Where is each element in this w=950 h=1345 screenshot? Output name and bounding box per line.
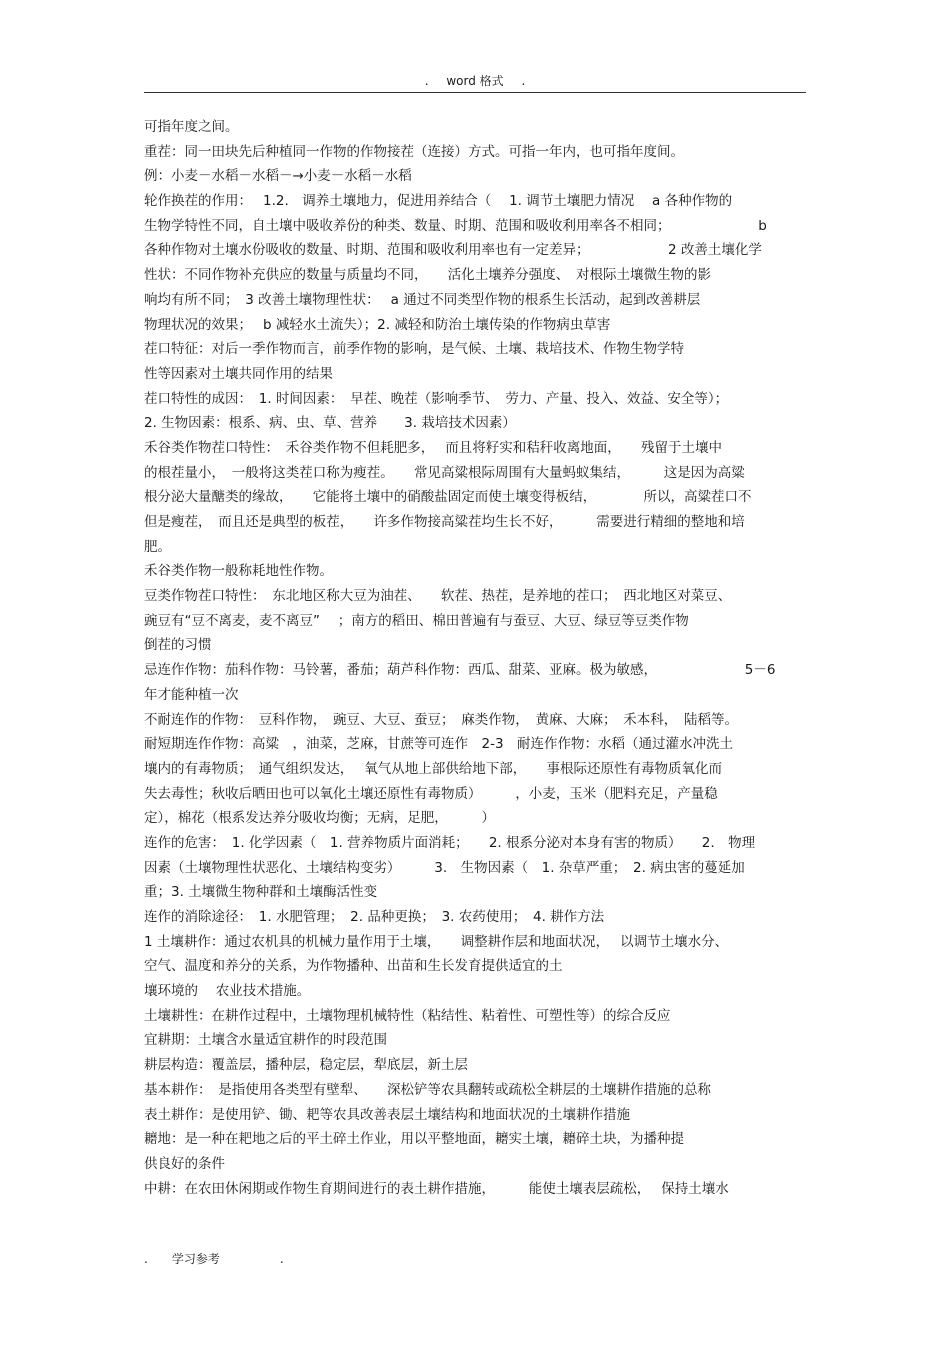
text-line: 响均有所不同； 3 改善土壤物理性状： a 通过不同类型作物的根系生长活动，起到改善耕层 (144, 291, 701, 308)
text-line: 轮作换茬的作用： 1.2. 调养土壤地力，促进用养结合（ 1. 调节土壤肥力情况 a 各种作物的 (144, 193, 733, 210)
header-title: word 格式 (446, 74, 504, 88)
text-line: 肥。 (144, 538, 171, 555)
text-line: 豆类作物茬口特性： 东北地区称大豆为油茬、 软茬、热茬，是养地的茬口； 西北地区对菜豆、 (144, 588, 732, 605)
text-line: 可指年度之间。 (144, 119, 239, 135)
text-line: 禾谷类作物茬口特性： 禾谷类作物不但耗肥多， 而且将籽实和秸秆收离地面， 残留于土壤中 (144, 439, 723, 456)
text-line: 宜耕期：土壤含水量适宜耕作的时段范围 (144, 1032, 387, 1049)
text-line: 因素（土壤物理性状恶化、土壤结构变劣） 3. 生物因素（ 1. 杂草严重； 2. 病虫害的蔓延加 (144, 859, 745, 876)
text-line: 例：小麦－水稻－水稻－→小麦－水稻－水稻 (144, 168, 412, 185)
text-line: 表土耕作：是使用铲、锄、耙等农具改善表层土壤结构和地面状况的土壤耕作措施 (144, 1106, 630, 1123)
text-line: 2. 生物因素：根系、病、虫、草、营养 3. 栽培技术因素） (144, 415, 516, 432)
text-line: 物理状况的效果； b 减轻水土流失）；2. 减轻和防治土壤传染的作物病虫草害 (144, 316, 611, 333)
text-line: 中耕：在农田休闲期或作物生育期间进行的表土耕作措施， 能使土壤表层疏松， 保持土壤水 (144, 1180, 729, 1197)
text-line: 不耐连作的作物： 豆科作物， 豌豆、大豆、蚕豆； 麻类作物， 黄麻、大麻； 禾本科， 陆稻等。 (144, 711, 738, 728)
text-line: 定），棉花（根系发达养分吸收均衡；无病，足肥， ） (144, 810, 495, 827)
text-line: 重；3. 土壤微生物种群和土壤酶活性变 (144, 884, 378, 901)
text-line: 性状：不同作物补充供应的数量与质量均不同， 活化土壤养分强度、 对根际土壤微生物的影 (144, 267, 711, 284)
text-line: 性等因素对土壤共同作用的结果 (144, 365, 333, 382)
header-left-dot: . (424, 74, 429, 88)
text-line: 1 土壤耕作：通过农机具的机械力量作用于土壤， 调整耕作层和地面状况， 以调节土壤水分、 (144, 933, 729, 950)
page-footer: . 学习参考 . (144, 1252, 284, 1266)
text-line: 耱地：是一种在耙地之后的平土碎土作业，用以平整地面，耱实土壤，耱碎土块，为播种提 (144, 1131, 684, 1148)
text-line: 耐短期连作作物：高粱 ，油菜，芝麻，甘蔗等可连作 2-3 耐连作作物：水稻（通过灌水冲洗土 (144, 736, 734, 753)
text-line: 各种作物对土壤水份吸收的数量、时期、范围和吸收利用率也有一定差异； 2 改善土壤化学 (144, 242, 762, 259)
text-line: 供良好的条件 (144, 1155, 225, 1172)
text-line: 连作的危害： 1. 化学因素（ 1. 营养物质片面消耗； 2. 根系分泌对本身有害的物质） 2. 物理 (144, 834, 756, 851)
text-line: 年才能种植一次 (144, 686, 239, 703)
text-line: 失去毒性；秋收后晒田也可以氧化土壤还原性有毒物质） ，小麦，玉米（肥料充足，产量稳 (144, 785, 718, 802)
text-line: 壤内的有毒物质； 通气组织发达， 氧气从地上部供给地下部， 事根际还原性有毒物质氧化而 (144, 760, 723, 777)
text-line: 生物学特性不同，自土壤中吸收养份的种类、数量、时期、范围和吸收利用率各不相同； b (144, 217, 767, 234)
document-body (144, 115, 808, 1201)
text-line: 壤环境的 农业技术措施。 (144, 983, 311, 1000)
text-line: 倒茬的习惯 (144, 637, 212, 654)
text-line: 茬口特征：对后一季作物而言，前季作物的影响，是气候、土壤、栽培技术、作物生物学特 (144, 341, 684, 358)
text-line: 根分泌大量醣类的缘故， 它能将土壤中的硝酸盐固定而使土壤变得板结， 所以，高粱茬口不 (144, 489, 752, 506)
page-header (144, 72, 806, 93)
text-line: 重茬：同一田块先后种植同一作物的作物接茬（连接）方式。可指一年内，也可指年度间。 (144, 143, 684, 160)
text-line: 土壤耕性：在耕作过程中，土壤物理机械特性（粘结性、粘着性、可塑性等）的综合反应 (144, 1007, 671, 1024)
text-line: 豌豆有“豆不离麦，麦不离豆” ；南方的稻田、棉田普遍有与蚕豆、大豆、绿豆等豆类作物 (144, 612, 689, 629)
text-line: 禾谷类作物一般称耗地性作物。 (144, 563, 333, 580)
text-line: 忌连作作物：茄科作物：马铃薯，番茄；葫芦科作物：西瓜、甜菜、亚麻。极为敏感， 5－6 (144, 662, 776, 679)
text-line: 耕层构造：覆盖层，播种层，稳定层，犁底层，新土层 (144, 1057, 468, 1074)
text-line: 的根茬量小， 一般将这类茬口称为瘦茬。 常见高粱根际周围有大量蚂蚁集结， 这是因为高粱 (144, 464, 745, 481)
text-line: 空气、温度和养分的关系，为作物播种、出苗和生长发育提供适宜的土 (144, 958, 563, 975)
text-line: 连作的消除途径： 1. 水肥管理； 2. 品种更换； 3. 农药使用； 4. 耕作方法 (144, 909, 605, 925)
text-line: 但是瘦茬， 而且还是典型的板茬， 许多作物接高粱茬均生长不好， 需要进行精细的整地和培 (144, 514, 745, 530)
text-line: 基本耕作： 是指使用各类型有壁犁、 深松铲等农具翻转或疏松全耕层的土壤耕作措施的总称 (144, 1081, 711, 1098)
text-line: 茬口特性的成因： 1. 时间因素： 早茬、晚茬（影响季节、 劳力、产量、投入、效益、安全等）； (144, 390, 729, 407)
header-right-dot: . (521, 74, 526, 88)
